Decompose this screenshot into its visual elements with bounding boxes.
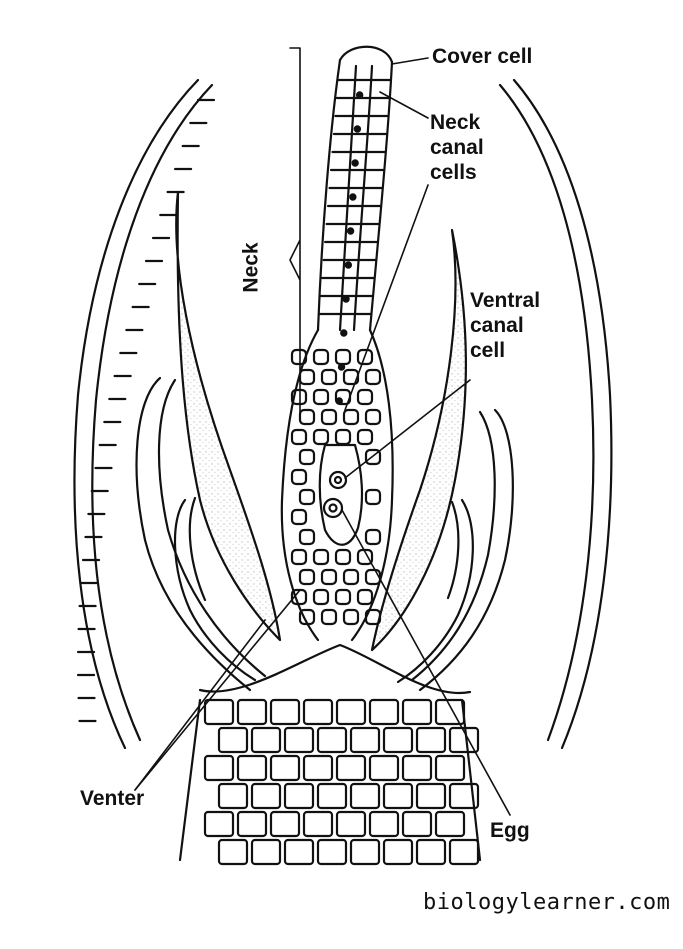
label-neck-text: Neck	[239, 242, 263, 293]
venter-wall-cell	[358, 390, 372, 404]
venter-wall-cell	[300, 530, 314, 544]
base-cell	[285, 784, 313, 808]
neck-canal-cell-nucleus	[343, 296, 348, 301]
label-neck-canal-line-2: canal	[430, 136, 484, 159]
venter-wall-cell	[344, 410, 358, 424]
base-cell	[205, 756, 233, 780]
base-cell	[403, 756, 431, 780]
venter-wall-cell	[336, 590, 350, 604]
venter-wall-cell	[358, 590, 372, 604]
venter-wall-cell	[314, 350, 328, 364]
label-egg	[490, 818, 530, 843]
venter-wall-cell	[292, 510, 306, 524]
base-cell	[318, 840, 346, 864]
label-ventral-line-3: cell	[470, 339, 506, 362]
base-cell	[238, 756, 266, 780]
base-cell	[304, 756, 332, 780]
base-cell	[351, 840, 379, 864]
base-cell	[205, 812, 233, 836]
venter-wall-cell	[292, 550, 306, 564]
base-cell	[384, 840, 412, 864]
venter-wall-cell	[314, 390, 328, 404]
neck-canal-cell-nucleus	[346, 262, 351, 267]
venter-wall-cell	[322, 370, 336, 384]
venter-wall-cell	[336, 430, 350, 444]
neck-canal-cell-nucleus	[350, 194, 355, 199]
base-cell	[238, 812, 266, 836]
label-neck	[239, 242, 264, 292]
venter-wall-cell	[366, 570, 380, 584]
label-ventral-line-2: canal	[470, 314, 524, 337]
base-cell	[285, 728, 313, 752]
archegonium-venter	[282, 330, 393, 640]
label-cover-cell-text: Cover cell	[432, 45, 533, 68]
base-cell	[304, 700, 332, 724]
venter-wall-cell	[300, 370, 314, 384]
base-cell	[351, 784, 379, 808]
base-cell	[436, 812, 464, 836]
base-cell	[370, 756, 398, 780]
base-cell	[318, 784, 346, 808]
venter-wall-cell	[336, 550, 350, 564]
base-cell	[337, 756, 365, 780]
neck-canal-cell-nucleus	[355, 126, 360, 131]
base-cell	[318, 728, 346, 752]
watermark-text: biologylearner.com	[423, 890, 671, 915]
base-cell	[384, 784, 412, 808]
venter-wall-cell	[322, 570, 336, 584]
venter-wall-cell	[366, 490, 380, 504]
base-cell	[238, 700, 266, 724]
venter-wall-cell	[366, 530, 380, 544]
venter-wall-cell	[300, 410, 314, 424]
neck-canal-cell-nucleus	[337, 398, 342, 403]
base-cell	[285, 840, 313, 864]
base-cell	[252, 728, 280, 752]
base-cell	[450, 840, 478, 864]
venter-wall-cell	[322, 610, 336, 624]
archegonium-neck	[318, 47, 392, 330]
venter-wall-cell	[366, 370, 380, 384]
outer-right-sheath	[500, 80, 611, 748]
base-cell	[205, 700, 233, 724]
base-cell	[271, 700, 299, 724]
paraphysis-left	[176, 192, 280, 640]
base-cell	[337, 700, 365, 724]
base-cell	[351, 728, 379, 752]
base-cell	[417, 840, 445, 864]
label-egg-text: Egg	[490, 819, 530, 842]
venter-wall-cell	[314, 550, 328, 564]
label-neck-canal-cells	[430, 110, 484, 185]
venter-wall-cell	[336, 350, 350, 364]
venter-wall-cell	[358, 430, 372, 444]
venter-wall-cell	[300, 450, 314, 464]
base-cell	[271, 812, 299, 836]
label-neck-canal-line-1: Neck	[430, 111, 481, 134]
venter-wall-cell	[292, 430, 306, 444]
venter-wall-cell	[344, 610, 358, 624]
base-cell	[219, 784, 247, 808]
label-ventral-line-1: Ventral	[470, 289, 541, 312]
base-cell	[219, 728, 247, 752]
base-cell	[436, 700, 464, 724]
venter-wall-cell	[314, 430, 328, 444]
venter-wall-cell	[344, 570, 358, 584]
base-cell	[252, 840, 280, 864]
venter-wall-cell	[314, 590, 328, 604]
base-cell	[252, 784, 280, 808]
base-cell	[370, 700, 398, 724]
neck-canal-cell-nucleus	[353, 160, 358, 165]
neck-canal-cell-nucleus	[341, 330, 346, 335]
base-cell	[417, 728, 445, 752]
base-cell	[417, 784, 445, 808]
base-cell	[271, 756, 299, 780]
base-cell	[337, 812, 365, 836]
neck-canal-cell-nucleus	[357, 92, 362, 97]
label-venter-text: Venter	[80, 787, 145, 810]
base-cell	[436, 756, 464, 780]
venter-wall-cell	[292, 470, 306, 484]
base-cell	[219, 840, 247, 864]
base-cell	[403, 812, 431, 836]
venter-wall-cell	[322, 410, 336, 424]
label-cover-cell	[432, 44, 532, 69]
neck-canal-cell-nucleus	[339, 364, 344, 369]
label-ventral-canal-cell	[470, 288, 540, 363]
label-neck-canal-line-3: cells	[430, 161, 477, 184]
venter-wall-cell	[366, 410, 380, 424]
neck-canal-cell-nucleus	[348, 228, 353, 233]
base-cell	[304, 812, 332, 836]
base-cell	[370, 812, 398, 836]
label-venter	[80, 786, 144, 811]
base-cell	[384, 728, 412, 752]
ventral-canal-cell	[330, 472, 346, 488]
egg-cell	[324, 499, 342, 517]
base-cell	[403, 700, 431, 724]
venter-wall-cell	[300, 570, 314, 584]
venter-wall-cell	[300, 490, 314, 504]
